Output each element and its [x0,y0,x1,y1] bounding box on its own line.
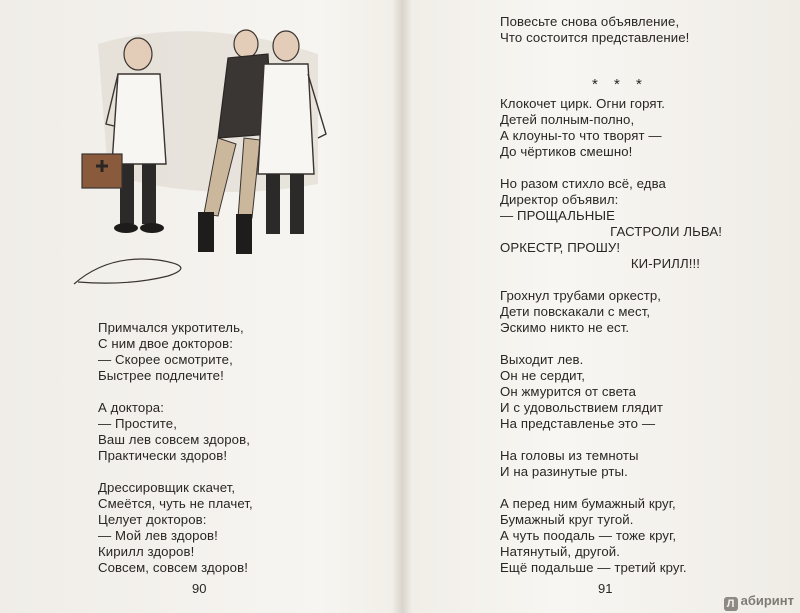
doctors-and-tamer-drawing [68,14,338,294]
right-page [402,0,800,613]
stanza-line: Смеётся, чуть не плачет, [98,495,253,511]
stanza-director [500,176,666,224]
stanza-line: Клокочет цирк. Огни горят. [500,96,666,111]
stanza-line: — ПРОЩАЛЬНЫЕ [500,207,616,223]
director-shout-1 [500,224,722,240]
stanza-line: А чуть поодаль — тоже круг, [500,527,677,543]
stanza-line: Совсем, совсем здоров! [98,559,248,575]
stanza-line: Дети повскакали с мест, [500,303,651,319]
stanza-line: Натянутый, другой. [500,543,620,559]
stanza-1 [98,320,244,384]
stanza-line: И с удовольствием глядит [500,399,663,415]
stanza-line: Практически здоров! [98,447,228,463]
stanza-2 [98,400,250,464]
stanza-3 [98,480,253,575]
director-shout-3 [500,256,700,272]
stanza-line: Ещё подальше — третий круг. [500,559,687,575]
page-number: 91 [598,581,613,596]
stanza-line: ОРКЕСТР, ПРОШУ! [500,240,621,255]
stanza-top [500,14,689,46]
stanza-line: На представленье это — [500,415,656,431]
stanza-line: Дрессировщик скачет, [98,480,236,495]
stanza-line: — Скорее осмотрите, [98,351,233,367]
stanza-line: Примчался укротитель, [98,320,244,335]
stanza-line: Он жмурится от света [500,383,636,399]
stanza-line: Эскимо никто не ест. [500,319,630,335]
stanza-line: Выходит лев. [500,352,584,367]
stanza-line: А перед ним бумажный круг, [500,496,676,511]
stanza-circle [500,496,687,576]
stanza-line: — Мой лев здоров! [98,527,218,543]
stanza-orchestra [500,288,661,336]
stanza-line: Он не сердит, [500,367,586,383]
director-shout-2 [500,240,620,256]
stanza-line: Грохнул трубами оркестр, [500,288,662,303]
stanza-line: С ним двое докторов: [98,335,233,351]
stanza-line: Детей полным-полно, [500,111,635,127]
watermark-text: абиринт [740,593,794,608]
stanza-line: Быстрее подлечите! [98,367,224,383]
section-separator: * * * [592,76,648,93]
stanza-line: Ваш лев совсем здоров, [98,431,250,447]
labirint-watermark [724,593,794,611]
labirint-logo-icon: Л [724,597,738,611]
stanza-line: ГАСТРОЛИ ЛЬВА! [610,224,722,239]
stanza-line: Целует докторов: [98,511,207,527]
stanza-line: КИ-РИЛЛ!!! [630,256,700,271]
stanza-line: На головы из темноты [500,448,639,463]
stanza-line: Директор объявил: [500,191,619,207]
stanza-line: И на разинутые рты. [500,463,628,479]
stanza-lion [500,352,663,432]
stanza-heads [500,448,639,480]
stanza-line: Повесьте снова объявление, [500,14,680,29]
page-number: 90 [192,581,207,596]
stanza-circus [500,96,665,160]
stanza-line: Но разом стихло всё, едва [500,176,666,191]
stanza-line: До чёртиков смешно! [500,143,633,159]
stanza-line: А клоуны-то что творят — [500,127,662,143]
stanza-line: А доктора: [98,400,164,415]
stanza-line: Кирилл здоров! [98,543,195,559]
stanza-line: Что состоится представление! [500,29,690,45]
stanza-line: Бумажный круг тугой. [500,511,634,527]
stanza-line: — Простите, [98,415,177,431]
